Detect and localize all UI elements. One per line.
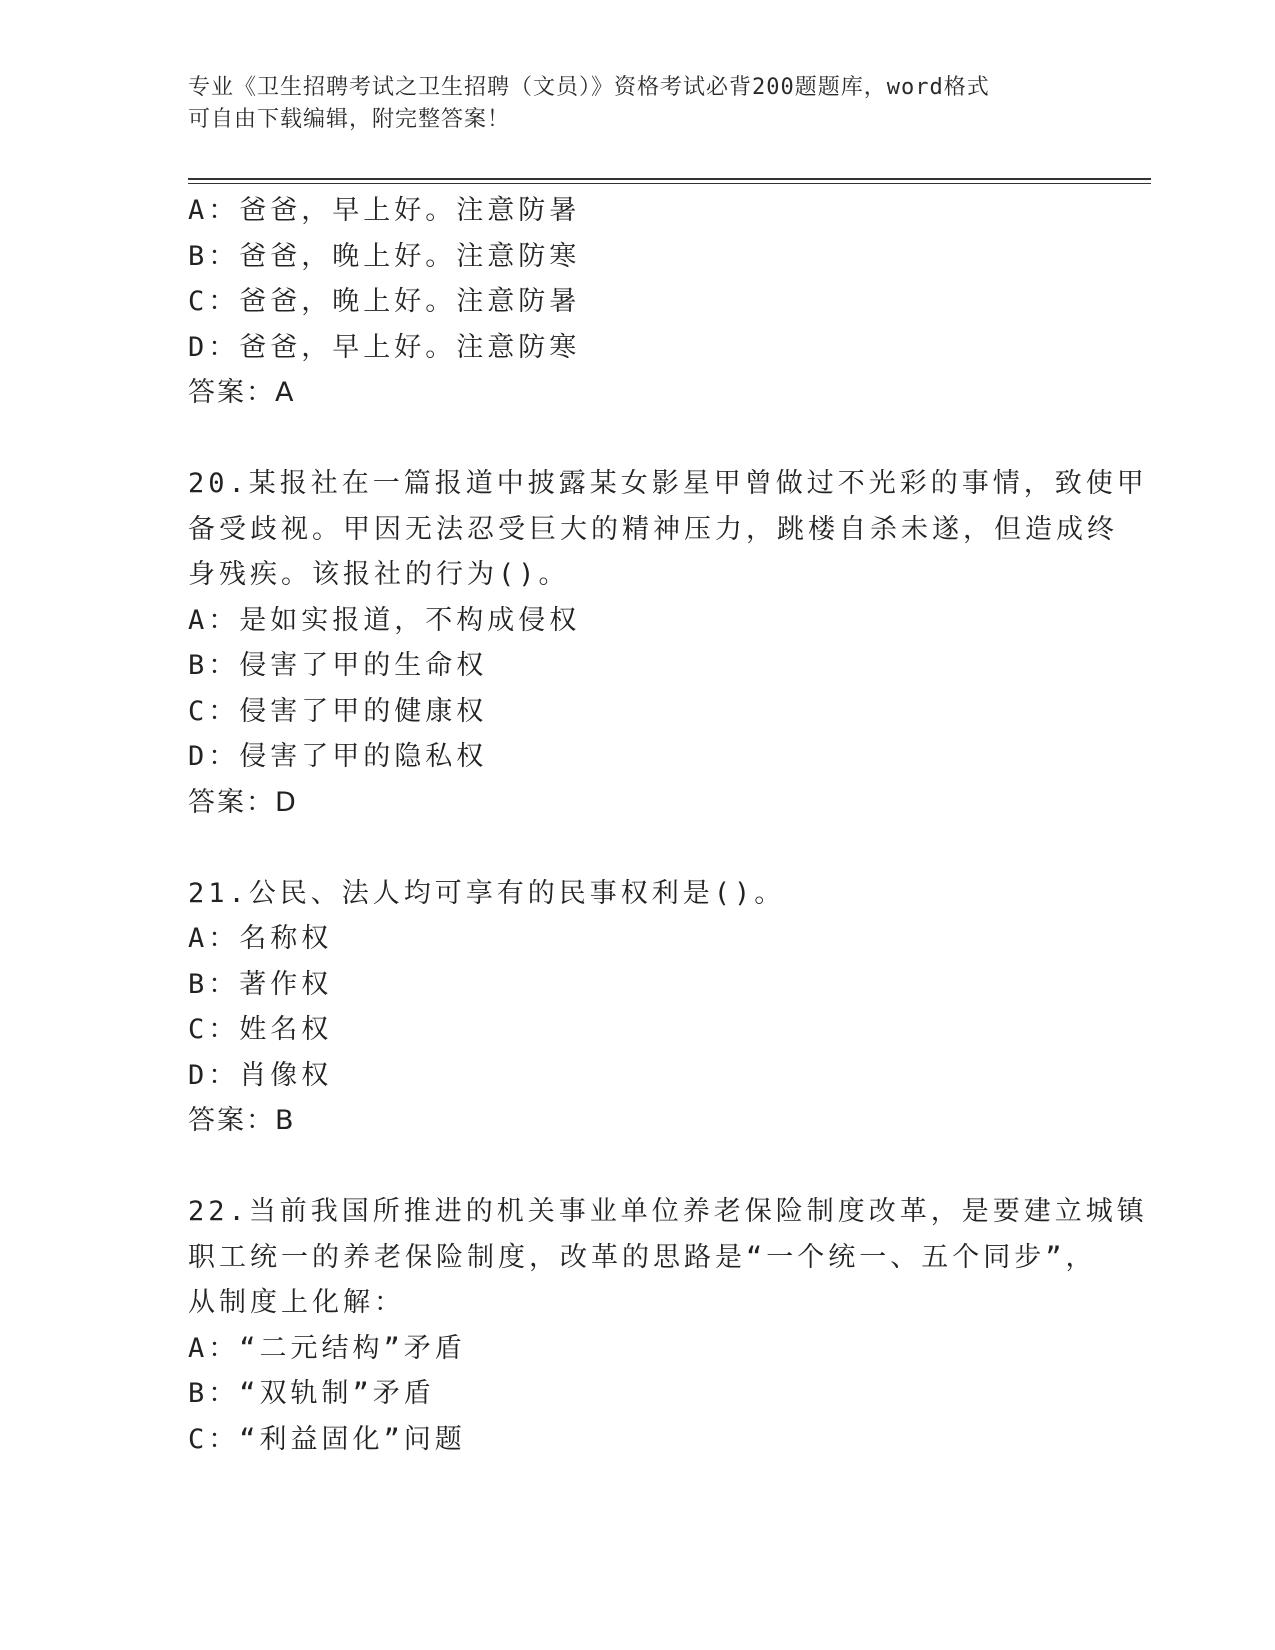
option-b: B：爸爸，晚上好。注意防寒: [188, 240, 581, 272]
option-c: C：姓名权: [188, 1014, 333, 1045]
question-stem-line: 身残疾。该报社的行为()。: [188, 559, 570, 590]
option-d: D：爸爸，早上好。注意防寒: [188, 331, 581, 363]
option-b: B：著作权: [188, 968, 333, 1000]
spacer: [188, 825, 1088, 871]
header-title-line-1: 专业《卫生招聘考试之卫生招聘（文员）》资格考试必背200题题库，word格式: [188, 75, 990, 100]
question-stem-line: 备受歧视。甲因无法忍受巨大的精神压力，跳楼自杀未遂，但造成终: [188, 513, 1118, 545]
header-title-line-2: 可自由下载编辑，附完整答案！: [188, 107, 511, 132]
question-stem-line: 职工统一的养老保险制度，改革的思路是“一个统一、五个同步”，: [188, 1241, 1097, 1273]
question-stem-line: 21.公民、法人均可享有的民事权利是()。: [188, 877, 786, 909]
question-21: [188, 871, 1088, 1144]
option-a: A：“二元结构”矛盾: [188, 1332, 466, 1364]
question-stem-line: 从制度上化解：: [188, 1287, 405, 1318]
header-divider-thin: [188, 183, 1151, 184]
question-19: [188, 188, 1088, 416]
answer-text: 答案：B: [188, 1105, 296, 1136]
option-c: C：“利益固化”问题: [188, 1423, 466, 1455]
document-header: [188, 72, 1088, 136]
answer-text: 答案：A: [188, 377, 296, 408]
spacer: [188, 1144, 1088, 1190]
question-20: [188, 461, 1148, 825]
option-c: C：爸爸，晚上好。注意防暑: [188, 286, 581, 317]
option-c: C：侵害了甲的健康权: [188, 695, 488, 727]
option-d: D：肖像权: [188, 1059, 333, 1091]
option-a: A：是如实报道，不构成侵权: [188, 604, 581, 636]
answer-text: 答案：D: [188, 786, 298, 818]
question-stem-line: 22.当前我国所推进的机关事业单位养老保险制度改革，是要建立城镇: [188, 1196, 1148, 1227]
header-divider-thick: [188, 178, 1151, 180]
option-b: B：“双轨制”矛盾: [188, 1378, 435, 1409]
option-d: D：侵害了甲的隐私权: [188, 741, 488, 772]
question-stem-line: 20.某报社在一篇报道中披露某女影星甲曾做过不光彩的事情，致使甲: [188, 468, 1148, 499]
question-list: [188, 188, 1148, 1462]
question-22: [188, 1189, 1148, 1462]
spacer: [188, 416, 1088, 462]
option-a: A：名称权: [188, 923, 333, 954]
option-b: B：侵害了甲的生命权: [188, 650, 488, 681]
option-a: A：爸爸，早上好。注意防暑: [188, 195, 581, 226]
